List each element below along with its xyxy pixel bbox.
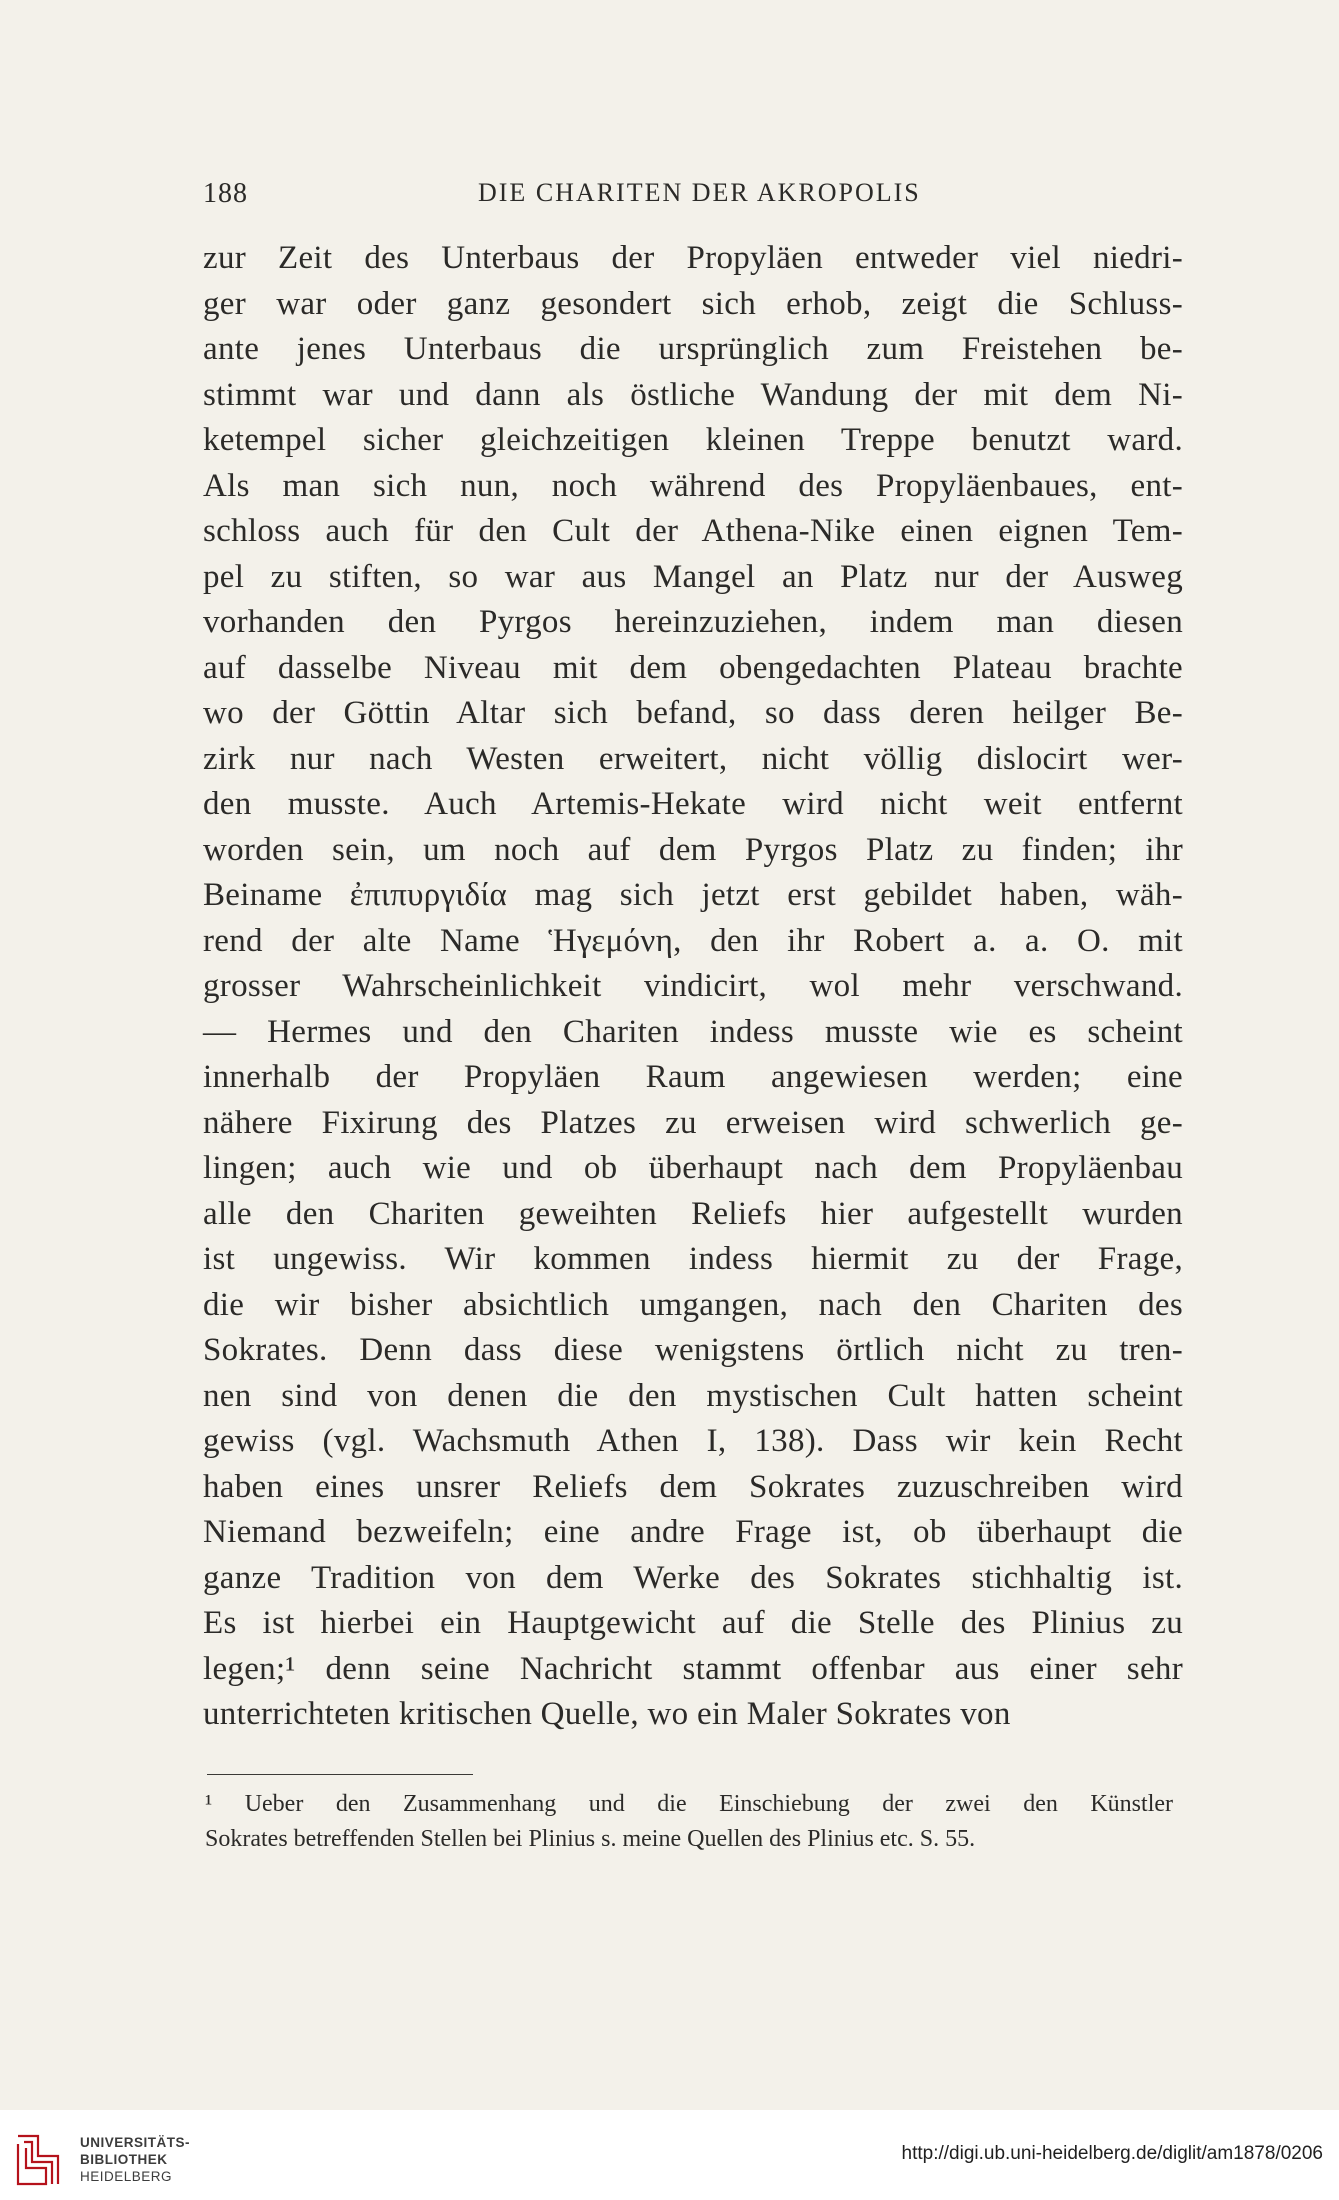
text-line: Beiname ἐπιπυργιδία mag sich jetzt erst gebildet haben, wäh-	[203, 877, 1183, 913]
text-line: ketempel sicher gleichzeitigen kleinen Treppe benutzt ward.	[203, 422, 1183, 458]
footnote-line: Sokrates betreffenden Stellen bei Plinius s. meine Quellen des Plinius etc. S. 55.	[205, 1826, 976, 1852]
text-line: stimmt war und dann als östliche Wandung der mit dem Ni-	[203, 376, 1183, 413]
text-line: nen sind von denen die den mystischen Cult hatten scheint	[203, 1377, 1183, 1414]
page-number: 188	[203, 178, 248, 209]
text-line: die wir bisher absichtlich umgangen, nach den Chariten des	[203, 1286, 1183, 1323]
text-line: zirk nur nach Westen erweitert, nicht völlig dislocirt wer-	[203, 740, 1183, 777]
text-line: ger war oder ganz gesondert sich erhob, zeigt die Schluss-	[203, 285, 1183, 322]
text-line: auf dasselbe Niveau mit dem obengedachten Plateau brachte	[203, 649, 1183, 686]
footnotes	[205, 1787, 1173, 1857]
text-line: rend der alte Name Ἡγεμόνη, den ihr Robert a. a. O. mit	[203, 922, 1183, 959]
library-logo-icon[interactable]	[14, 2132, 68, 2188]
library-name-line: BIBLIOTHEK	[80, 2152, 168, 2167]
text-line: legen;¹ denn seine Nachricht stammt offenbar aus einer sehr	[203, 1650, 1183, 1687]
text-line: nähere Fixirung des Platzes zu erweisen wird schwerlich ge-	[203, 1104, 1183, 1141]
text-line: vorhanden den Pyrgos hereinzuziehen, indem man diesen	[203, 604, 1183, 640]
text-line: haben eines unsrer Reliefs dem Sokrates zuzuschreiben wird	[203, 1468, 1183, 1505]
text-line: ante jenes Unterbaus die ursprünglich zum Freistehen be-	[203, 331, 1183, 367]
text-line: pel zu stiften, so war aus Mangel an Platz nur der Ausweg	[203, 558, 1183, 595]
text-line: grosser Wahrscheinlichkeit vindicirt, wol mehr verschwand.	[203, 968, 1183, 1004]
text-line: worden sein, um noch auf dem Pyrgos Platz zu finden; ihr	[203, 831, 1183, 868]
permalink-url[interactable]: http://digi.ub.uni-heidelberg.de/diglit/am1878/0206	[901, 2143, 1323, 2164]
footnote-line: ¹ Ueber den Zusammenhang und die Einschiebung der zwei den Künstler	[205, 1791, 1173, 1817]
text-line: ganze Tradition von dem Werke des Sokrates stichhaltig ist.	[203, 1559, 1183, 1596]
text-line: innerhalb der Propyläen Raum angewiesen werden; eine	[203, 1059, 1183, 1095]
text-line: wo der Göttin Altar sich befand, so dass deren heilger Be-	[203, 695, 1183, 731]
footnote-divider	[207, 1774, 473, 1775]
text-line: — Hermes und den Chariten indess musste wie es scheint	[203, 1013, 1183, 1050]
running-title: DIE CHARITEN DER AKROPOLIS	[478, 178, 921, 207]
library-name-line: UNIVERSITÄTS-	[80, 2135, 191, 2150]
library-name-line: HEIDELBERG	[80, 2169, 173, 2184]
text-line: Niemand bezweifeln; eine andre Frage ist, ob überhaupt die	[203, 1514, 1183, 1550]
library-name	[80, 2134, 190, 2185]
body-text	[203, 236, 1183, 1738]
text-line: gewiss (vgl. Wachsmuth Athen I, 138). Dass wir kein Recht	[203, 1423, 1183, 1459]
text-line: ist ungewiss. Wir kommen indess hiermit zu der Frage,	[203, 1241, 1183, 1277]
text-line: unterrichteten kritischen Quelle, wo ein Maler Sokrates von	[203, 1696, 1011, 1732]
text-line: zur Zeit des Unterbaus der Propyläen entweder viel niedri-	[203, 240, 1183, 276]
text-line: den musste. Auch Artemis-Hekate wird nicht weit entfernt	[203, 786, 1183, 822]
text-line: lingen; auch wie und ob überhaupt nach dem Propyläenbau	[203, 1150, 1183, 1186]
text-line: Sokrates. Denn dass diese wenigstens örtlich nicht zu tren-	[203, 1332, 1183, 1368]
text-line: schloss auch für den Cult der Athena-Nike einen eignen Tem-	[203, 513, 1183, 549]
text-line: alle den Chariten geweihten Reliefs hier aufgestellt wurden	[203, 1195, 1183, 1232]
text-line: Als man sich nun, noch während des Propyläenbaues, ent-	[203, 467, 1183, 504]
text-line: Es ist hierbei ein Hauptgewicht auf die Stelle des Plinius zu	[203, 1605, 1183, 1641]
page-header	[203, 178, 1185, 222]
